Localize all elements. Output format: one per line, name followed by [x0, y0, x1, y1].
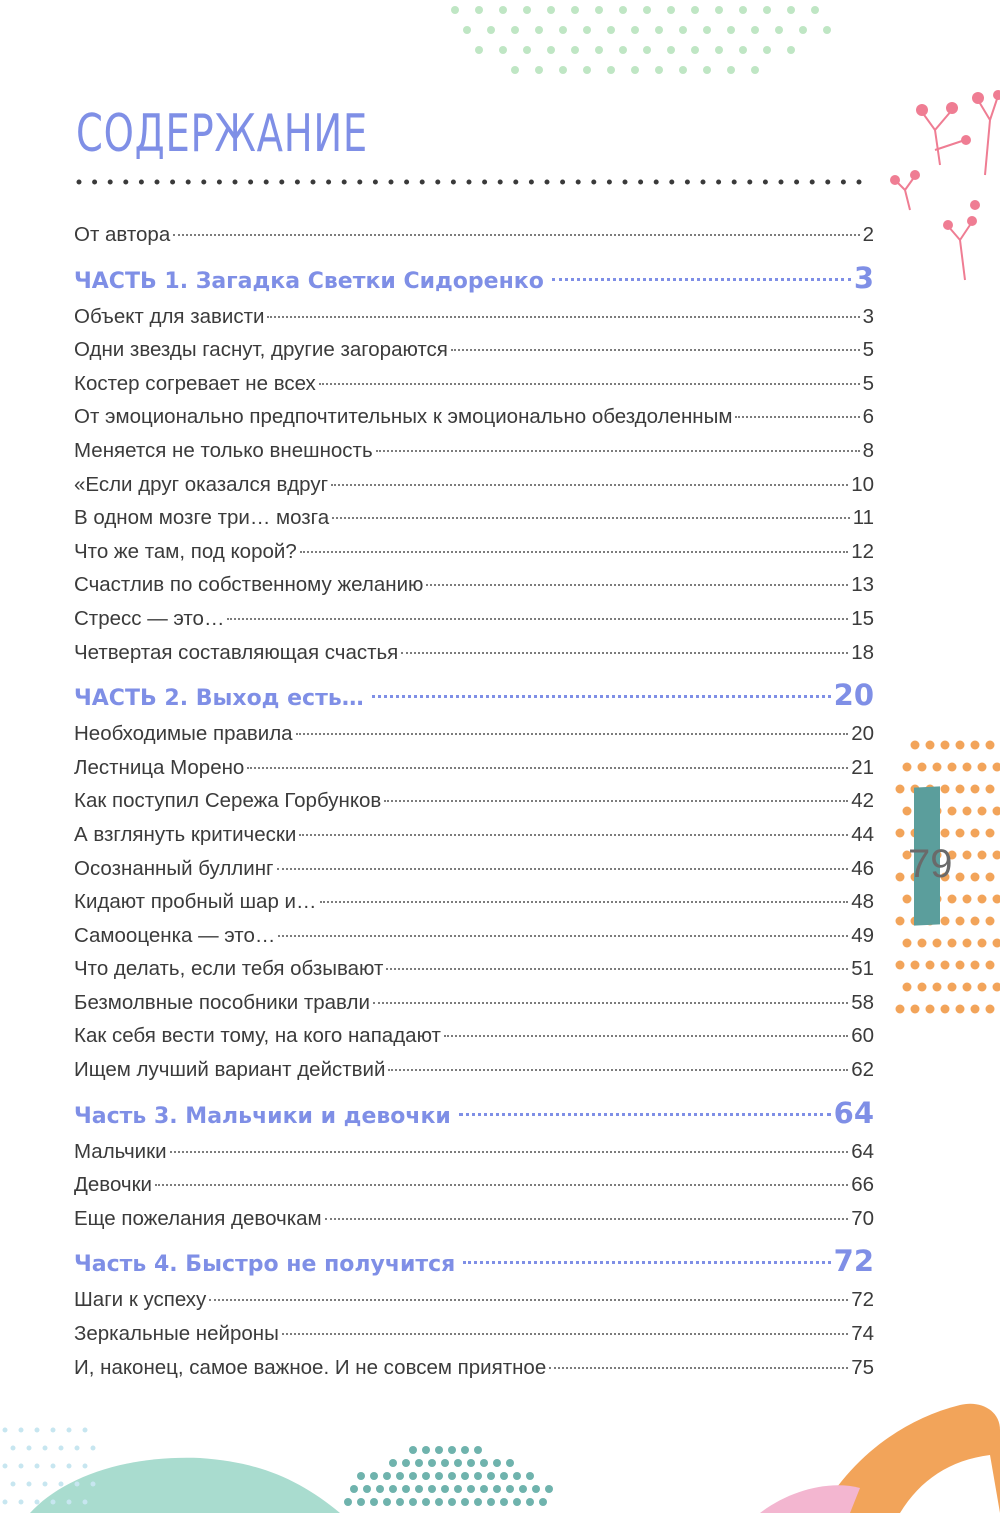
- toc-page-number: 44: [851, 822, 874, 846]
- toc-entry: [74, 986, 874, 1020]
- toc-entry: [74, 818, 874, 852]
- toc-entry-title: Что делать, если тебя обзывают: [74, 957, 384, 981]
- toc-page-number: 58: [851, 990, 874, 1014]
- title-dotted-divider: [76, 176, 876, 188]
- dot-leader: [247, 767, 848, 769]
- toc-entry: [74, 300, 874, 334]
- toc-entry: [74, 535, 874, 569]
- toc-page-number: 75: [851, 1355, 874, 1379]
- table-of-contents: [74, 218, 874, 1384]
- toc-entry-title: Необходимые правила: [74, 722, 293, 746]
- toc-entry: [74, 501, 874, 535]
- toc-entry: [74, 1351, 874, 1385]
- toc-entry-title: Шаги к успеху: [74, 1288, 207, 1312]
- toc-entry-title: И, наконец, самое важное. И не совсем приятное: [74, 1355, 547, 1379]
- toc-part-title: Часть 4. Быстро не получится: [74, 1252, 456, 1278]
- toc-page-number: 3: [853, 260, 874, 295]
- toc-entry-title: В одном мозге три… мозга: [74, 506, 330, 530]
- toc-entry: [74, 218, 874, 252]
- dot-leader: [549, 1367, 848, 1369]
- dot-leader: [552, 278, 851, 281]
- toc-entry: [74, 1202, 874, 1236]
- toc-entry: [74, 852, 874, 886]
- toc-part-title: ЧАСТЬ 2. Выход есть…: [74, 686, 364, 712]
- dot-leader: [320, 901, 849, 903]
- toc-page-number: 12: [851, 539, 874, 563]
- page-number: 79: [908, 842, 953, 886]
- toc-page-number: 5: [862, 338, 874, 362]
- toc-entry: [74, 468, 874, 502]
- toc-entry: [74, 367, 874, 401]
- dot-leader: [319, 383, 860, 385]
- toc-part-heading: [74, 256, 874, 300]
- toc-page-number: 48: [851, 890, 874, 914]
- toc-entry-title: Кидают пробный шар и…: [74, 890, 317, 914]
- dot-leader: [155, 1184, 848, 1186]
- dot-leader: [300, 551, 848, 553]
- toc-entry: [74, 1317, 874, 1351]
- toc-entry: [74, 717, 874, 751]
- toc-page-number: 66: [851, 1173, 874, 1197]
- toc-entry-title: Безмолвные пособники травли: [74, 990, 370, 1014]
- toc-page-number: 8: [862, 438, 874, 462]
- toc-entry: [74, 784, 874, 818]
- teal-dot-pattern-bottom: [344, 1446, 553, 1506]
- toc-page-number: 72: [851, 1288, 874, 1312]
- dot-leader: [227, 618, 848, 620]
- toc-page-number: 5: [862, 371, 874, 395]
- toc-page-number: 10: [851, 472, 874, 496]
- toc-page-number: 62: [851, 1058, 874, 1082]
- dot-leader: [277, 868, 849, 870]
- dot-leader: [173, 234, 859, 236]
- dot-leader: [170, 1151, 849, 1153]
- toc-page-number: 18: [851, 640, 874, 664]
- toc-entry-title: Одни звезды гаснут, другие загораются: [74, 338, 448, 362]
- dot-leader: [384, 800, 848, 802]
- toc-entry: [74, 885, 874, 919]
- toc-entry: [74, 1283, 874, 1317]
- toc-entry-title: Объект для зависти: [74, 304, 265, 328]
- toc-entry: [74, 333, 874, 367]
- page-title: СОДЕРЖАНИЕ: [76, 104, 368, 164]
- toc-entry: [74, 636, 874, 670]
- toc-entry: [74, 400, 874, 434]
- toc-entry: [74, 1135, 874, 1169]
- toc-page-number: 64: [851, 1139, 874, 1163]
- dot-leader: [459, 1113, 831, 1116]
- toc-page-number: 20: [833, 678, 874, 713]
- toc-page-number: 49: [851, 923, 874, 947]
- toc-entry-title: Осознанный буллинг: [74, 856, 274, 880]
- dot-leader: [299, 834, 848, 836]
- toc-part-heading: [74, 673, 874, 717]
- toc-page-number: 60: [851, 1024, 874, 1048]
- dot-leader: [373, 1002, 848, 1004]
- dot-leader: [209, 1299, 848, 1301]
- toc-entry: [74, 751, 874, 785]
- dot-leader: [282, 1333, 848, 1335]
- toc-part-title: Часть 3. Мальчики и девочки: [74, 1103, 451, 1129]
- toc-page-number: 13: [851, 573, 874, 597]
- toc-entry: [74, 1019, 874, 1053]
- dot-leader: [386, 968, 848, 970]
- toc-entry-title: «Если друг оказался вдруг: [74, 472, 329, 496]
- toc-page-number: 6: [862, 405, 874, 429]
- toc-entry-title: Стресс — это…: [74, 606, 225, 630]
- toc-entry: [74, 434, 874, 468]
- dot-leader: [278, 935, 848, 937]
- dot-leader: [296, 733, 849, 735]
- toc-entry: [74, 952, 874, 986]
- toc-page-number: 15: [851, 606, 874, 630]
- toc-page-number: 51: [851, 957, 874, 981]
- toc-entry: [74, 919, 874, 953]
- toc-page-number: 42: [851, 789, 874, 813]
- toc-page-number: 46: [851, 856, 874, 880]
- toc-page-number: 64: [833, 1095, 874, 1130]
- toc-page-number: 74: [851, 1322, 874, 1346]
- dot-leader: [426, 584, 848, 586]
- pink-berry-sprigs: [895, 96, 998, 280]
- toc-part-heading: [74, 1091, 874, 1135]
- toc-entry-title: Счастлив по собственному желанию: [74, 573, 424, 597]
- toc-entry-title: Как поступил Сережа Горбунков: [74, 789, 382, 813]
- dot-leader: [331, 484, 848, 486]
- toc-entry-title: Меняется не только внешность: [74, 438, 373, 462]
- toc-entry-title: Мальчики: [74, 1139, 167, 1163]
- dot-leader: [332, 517, 850, 519]
- toc-entry: [74, 1168, 874, 1202]
- dot-leader: [463, 1261, 830, 1264]
- toc-entry-title: Зеркальные нейроны: [74, 1322, 279, 1346]
- toc-part-title: ЧАСТЬ 1. Загадка Светки Сидоренко: [74, 268, 544, 294]
- toc-entry: [74, 602, 874, 636]
- toc-entry-title: А взглянуть критически: [74, 822, 297, 846]
- dot-leader: [388, 1069, 848, 1071]
- bottom-shapes: [30, 1404, 1000, 1513]
- toc-entry-title: Четвертая составляющая счастья: [74, 640, 399, 664]
- toc-part-heading: [74, 1239, 874, 1283]
- dot-leader: [451, 349, 860, 351]
- toc-page-number: 3: [862, 304, 874, 328]
- toc-page-number: 21: [851, 755, 874, 779]
- toc-page-number: 2: [862, 223, 874, 246]
- toc-entry: [74, 1053, 874, 1087]
- dot-leader: [372, 695, 831, 698]
- toc-page-number: 72: [833, 1244, 874, 1279]
- dot-leader: [401, 652, 848, 654]
- dot-leader: [444, 1035, 848, 1037]
- toc-entry-title: Еще пожелания девочкам: [74, 1206, 322, 1230]
- toc-entry-title: От эмоционально предпочтительных к эмоционально обездоленным: [74, 405, 733, 429]
- dot-leader: [267, 316, 859, 318]
- toc-entry: [74, 568, 874, 602]
- dot-leader: [325, 1218, 849, 1220]
- toc-entry-title: Что же там, под корой?: [74, 539, 297, 563]
- dot-leader: [376, 450, 860, 452]
- toc-page-number: 70: [851, 1206, 874, 1230]
- green-dot-pattern-top: [451, 6, 831, 74]
- toc-entry-title: Как себя вести тому, на кого нападают: [74, 1024, 441, 1048]
- toc-page-number: 11: [852, 506, 874, 530]
- dot-leader: [735, 416, 859, 418]
- toc-entry-title: Ищем лучший вариант действий: [74, 1058, 386, 1082]
- toc-entry-title: От автора: [74, 223, 171, 246]
- toc-page-number: 20: [851, 722, 874, 746]
- toc-entry-title: Костер согревает не всех: [74, 371, 316, 395]
- toc-entry-title: Самооценка — это…: [74, 923, 276, 947]
- toc-entry-title: Лестница Морено: [74, 755, 245, 779]
- toc-entry-title: Девочки: [74, 1173, 152, 1197]
